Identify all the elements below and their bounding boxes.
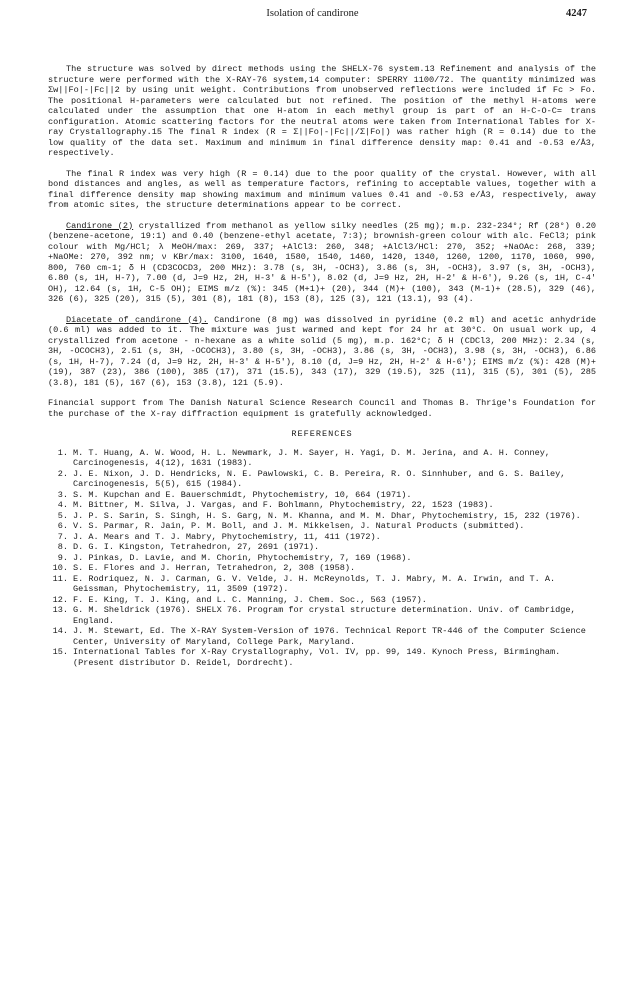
reference-item [48,469,596,490]
reference-number: 13. [52,605,68,615]
reference-text: S. E. Flores and J. Herran, Tetrahedron, 2, 308 (1958). [73,563,356,573]
diacetate-body: Candirone (8 mg) was dissolved in pyridine (0.2 ml) and acetic anhydride (0.6 ml) was added to it. The mixture was just warmed and kept for 24 hr at 30°C. On usual work up, 4 crystallized from acetone - n-hexane as a white solid (5 mg), m.p. 162°C; δ H (CDCl3, 200 MHz): 2.34 (s, 3H, -OCOCH3), 2.51 (s, 3H, -OCOCH3), 3.80 (s, 3H, -OCH3), 3.86 (s, 3H, -OCH3), 3.98 (s, 3H, -OCH3), 6.86 (s, 1H, H-7), 7.24 (d, J=9 Hz, 2H, H-3' & H-5'), 8.10 (d, J=9 Hz, 2H, H-2' & H-6'); EIMS m/z (%): 428 (M)+ (19), 387 (23), 386 (100), 385 (17), 371 (15.5), 343 (17), 329 (19.5), 325 (11), 315 (5), 301 (5), 285 (3.8), 181 (5), 167 (6), 153 (3.8), 121 (5.9). [48,314,596,388]
reference-text: M. Bittner, M. Silva, J. Vargas, and F. Bohlmann, Phytochemistry, 22, 1523 (1983). [73,500,494,510]
reference-number: 6. [57,521,68,531]
reference-number: 9. [57,552,68,563]
reference-number: 4. [57,500,68,510]
reference-text: M. T. Huang, A. W. Wood, H. L. Newmark, J. M. Sayer, H. Yagi, D. M. Jerina, and A. H. Conney, Carcinogenesis, 4(12), 1631 (1983). [73,447,550,468]
reference-number: 7. [57,531,68,542]
reference-number: 3. [57,489,68,500]
reference-text: J. Pinkas, D. Lavie, and M. Chorin, Phytochemistry, 7, 169 (1968). [73,552,412,563]
reference-number: 1. [57,447,68,458]
reference-item [48,490,596,501]
paragraph-diacetate [48,315,596,389]
running-title: Isolation of candirone [266,8,359,19]
reference-number: 15. [52,647,68,657]
reference-text: J. A. Mears and T. J. Mabry, Phytochemistry, 11, 411 (1972). [73,531,381,542]
reference-number: 14. [52,626,68,636]
reference-number: 10. [52,563,68,573]
reference-text: E. Rodriquez, N. J. Carman, G. V. Velde, J. H. McReynolds, T. J. Mabry, M. A. Irwin, and T. A. Geissman, Phytochemistry, 11, 3509 (1972). [73,573,556,594]
reference-item [48,521,596,532]
reference-text: International Tables for X-Ray Crystallography, Vol. IV, pp. 99, 149. Kynoch Press, Birmingham. (Present distributor D. Reidel, Dordrecht). [73,647,561,668]
page-header [0,8,625,24]
reference-list [48,448,596,669]
reference-item [48,626,596,647]
paragraph-acknowledgement: Financial support from The Danish Natural Science Research Council and Thomas B. Thrige's Foundation for the purchase of the X-ray diffraction equipment is gratefully acknowledged. [48,398,596,419]
reference-number: 5. [57,510,68,521]
article-body [48,64,596,668]
reference-text: D. G. I. Kingston, Tetrahedron, 27, 2691 (1971). [73,542,320,552]
reference-text: J. E. Nixon, J. D. Hendricks, N. E. Pawlowski, C. B. Pereira, R. O. Sinnhuber, and G. S. Bailey, Carcinogenesis, 5(5), 615 (1984). [73,468,566,489]
reference-text: J. M. Stewart, Ed. The X-RAY System-Version of 1976. Technical Report TR-446 of the Computer Science Center, University of Maryland, College Park, Maryland. [73,626,586,647]
reference-item [48,647,596,668]
references-title: REFERENCES [291,429,353,439]
candirone-body: crystallized from methanol as yellow silky needles (25 mg); m.p. 232-234°; Rf (28°) 0.20 (benzene-acetone, 19:1) and 0.40 (benzene-ethyl acetate, 7:3); brownish-green colour with alc. FeCl3; pink colour with Mg/HCl; λ MeOH/max: 269, 337; +AlCl3: 260, 348; +AlCl3/HCl: 270, 352; +NaOAc: 268, 339; +NaOMe: 270, 392 nm; ν KBr/max: 3100, 1640, 1580, 1540, 1460, 1420, 1340, 1260, 1200, 1170, 1060, 990, 800, 760 cm-1; δ H (CD3COCD3, 200 MHz): 3.78 (s, 3H, -OCH3), 3.86 (s, 3H, -OCH3), 3.97 (s, 3H, -OCH3), 6.80 (s, 1H, H-7), 7.00 (d, J=9 Hz, 2H, H-3' & H-5'), 8.02 (d, J=9 Hz, 2H, H-2' & H-6'), 9.26 (s, 1H, C-4' OH), 12.64 (s, 1H, C-5 OH); EIMS m/z (%): 345 (M+1)+ (20), 344 (M)+ (100), 343 (M-1)+ (28.5), 329 (46), 326 (6), 325 (20), 315 (5), 301 (8), 181 (8), 153 (8), 125 (3), 121 (13.1), 93 (4). [48,220,596,304]
reference-number: 12. [52,594,68,605]
diacetate-heading: Diacetate of candirone (4). [66,314,208,325]
reference-item [48,542,596,553]
paragraph-final-r-index: The final R index was very high (R = 0.14) due to the poor quality of the crystal. However, with all bond distances and angles, as well as temperature factors, refining to acceptable values, together with a final difference density map showing maximum and minimum values 0.41 and -0.53 e/Å3, respectively, away from atomic sites, the structure determinations appear to be correct. [48,168,596,210]
reference-item [48,500,596,511]
reference-item [48,448,596,469]
reference-text: F. E. King, T. J. King, and L. C. Manning, J. Chem. Soc., 563 (1957). [73,594,427,605]
reference-item [48,595,596,606]
reference-number: 11. [52,573,68,584]
reference-number: 8. [57,542,68,552]
reference-item [48,532,596,543]
candirone-heading: Candirone (2) [66,220,134,231]
page-number: 4247 [566,8,587,19]
reference-item [48,605,596,626]
reference-number: 2. [57,468,68,479]
paragraph-candirone [48,221,596,305]
reference-item [48,553,596,564]
reference-text: S. M. Kupchan and E. Bauerschmidt, Phytochemistry, 10, 664 (1971). [73,489,412,500]
reference-item [48,574,596,595]
paragraph-structure-solution: The structure was solved by direct methods using the SHELX-76 system.13 Refinement and analysis of the structure were performed with the X-RAY-76 system,14 computer: SPERRY 1100/72. The quantity minimized was Σw||Fo|-|Fc||2 by using unit weight. Contributions from unobserved reflections were included if Fc > Fo. The positional H-parameters were calculated but not refined. The position of the methyl H-atoms were calculated under the assumption that one H-atom in each methyl group is part of an H-C-O-C= trans configuration. Atomic scattering factors for the neutral atoms were taken from International Tables for X-ray Crystallography.15 The final R index (R = Σ||Fo|-|Fc||/Σ|Fo|) was rather high (R = 0.14) due to the low quality of the data set. Maximum and minimum in final difference density map: 0.41 and -0.53 e/Å3, respectively. [48,64,596,158]
reference-text: J. P. S. Sarin, S. Singh, H. S. Garg, N. M. Khanna, and M. M. Dhar, Phytochemistry, 15, 232 (1976). [73,510,581,521]
reference-item [48,511,596,522]
reference-text: G. M. Sheldrick (1976). SHELX 76. Program for crystal structure determination. Univ. of Cambridge, England. [73,605,576,626]
reference-text: V. S. Parmar, R. Jain, P. M. Boll, and J. M. Mikkelsen, J. Natural Products (submitted). [73,521,525,531]
reference-item [48,563,596,574]
